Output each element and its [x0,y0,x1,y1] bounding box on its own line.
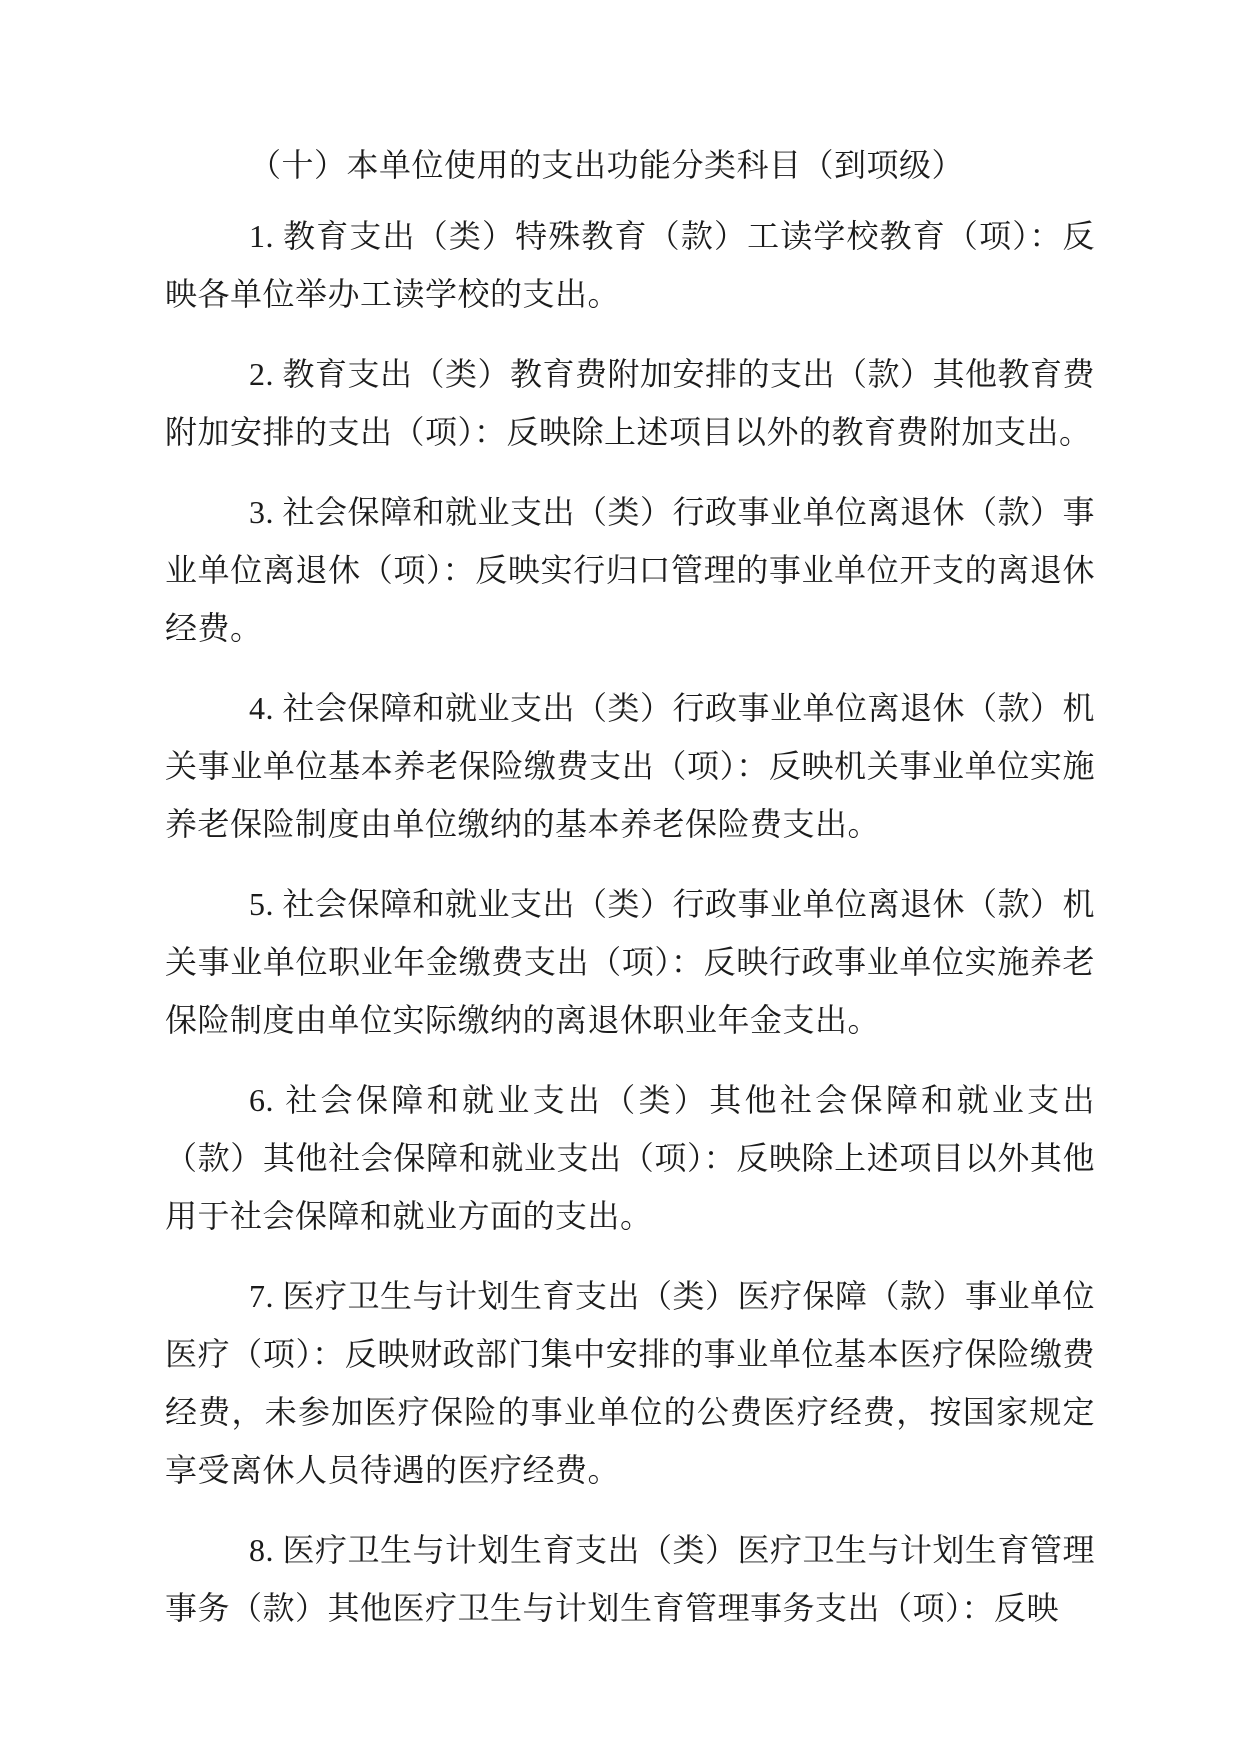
doc-paragraph-4: 4. 社会保障和就业支出（类）行政事业单位离退休（款）机关事业单位基本养老保险缴费支出（项）：反映机关事业单位实施养老保险制度由单位缴纳的基本养老保险费支出。 [165,690,1096,842]
doc-paragraph-2: 2. 教育支出（类）教育费附加安排的支出（款）其他教育费附加安排的支出（项）：反映除上述项目以外的教育费附加支出。 [165,356,1096,450]
section-heading: （十）本单位使用的支出功能分类科目（到项级） [249,147,965,183]
doc-paragraph-8: 8. 医疗卫生与计划生育支出（类）医疗卫生与计划生育管理事务（款）其他医疗卫生与计划生育管理事务支出（项）：反映 [165,1532,1096,1626]
doc-paragraph-3: 3. 社会保障和就业支出（类）行政事业单位离退休（款）事业单位离退休（项）：反映实行归口管理的事业单位开支的离退休经费。 [165,494,1096,646]
doc-paragraph-1: 1. 教育支出（类）特殊教育（款）工读学校教育（项）：反映各单位举办工读学校的支出。 [165,218,1095,312]
doc-paragraph-6: 6. 社会保障和就业支出（类）其他社会保障和就业支出（款）其他社会保障和就业支出（项）：反映除上述项目以外其他用于社会保障和就业方面的支出。 [165,1082,1095,1234]
doc-paragraph-7: 7. 医疗卫生与计划生育支出（类）医疗保障（款）事业单位医疗（项）：反映财政部门集中安排的事业单位基本医疗保险缴费经费，未参加医疗保险的事业单位的公费医疗经费，按国家规定享受离休人员待遇的医疗经费。 [165,1278,1096,1488]
doc-paragraph-5: 5. 社会保障和就业支出（类）行政事业单位离退休（款）机关事业单位职业年金缴费支出（项）：反映行政事业单位实施养老保险制度由单位实际缴纳的离退休职业年金支出。 [165,886,1096,1038]
